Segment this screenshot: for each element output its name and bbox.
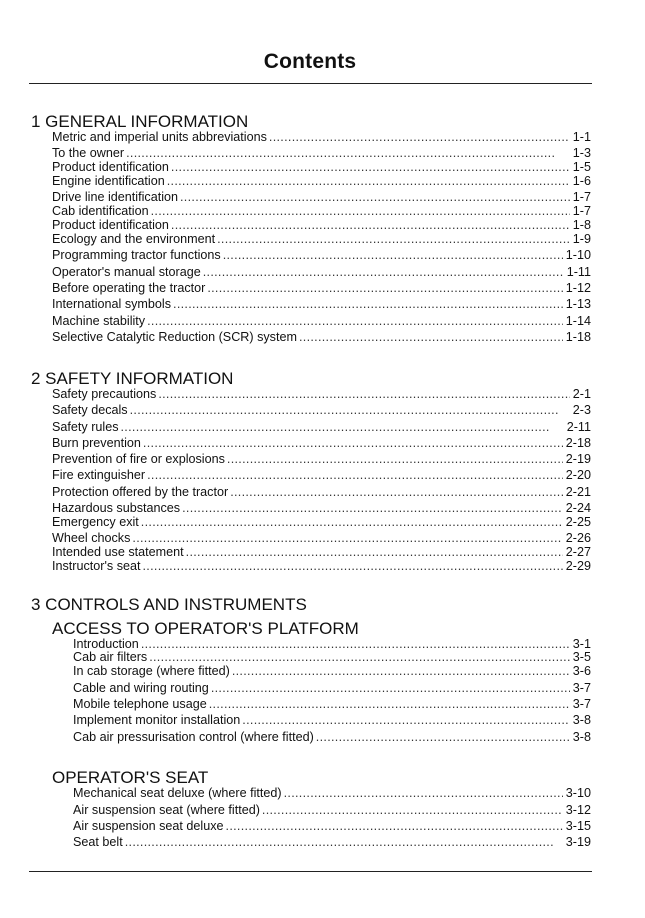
toc-entry[interactable] xyxy=(52,297,591,312)
toc-entry-page: 2-26 xyxy=(565,531,591,545)
toc-entry-label: Mobile telephone usage xyxy=(73,697,207,711)
toc-entry[interactable] xyxy=(52,501,591,516)
dot-leader xyxy=(299,330,563,345)
dot-leader xyxy=(149,650,570,665)
toc-entry-page: 2-25 xyxy=(565,515,591,529)
dot-leader xyxy=(143,436,563,451)
toc-entry[interactable] xyxy=(73,786,591,801)
sub-heading-operators-seat: OPERATOR'S SEAT xyxy=(52,768,209,787)
toc-entry-label: Programming tractor functions xyxy=(52,248,221,262)
dot-leader xyxy=(262,803,563,818)
toc-entry-label: Intended use statement xyxy=(52,545,184,559)
toc-entry-page: 2-20 xyxy=(565,468,591,482)
toc-entry-label: Mechanical seat deluxe (where fitted) xyxy=(73,786,282,800)
toc-entry-label: Drive line identification xyxy=(52,190,178,204)
dot-leader xyxy=(203,265,564,280)
toc-entry[interactable] xyxy=(52,403,591,418)
toc-entry-page: 1-7 xyxy=(572,204,591,218)
toc-entry[interactable] xyxy=(52,387,591,402)
dot-leader xyxy=(217,232,570,247)
toc-entry-page: 3-10 xyxy=(565,786,591,800)
toc-entry-page: 2-19 xyxy=(565,452,591,466)
toc-entry-page: 2-29 xyxy=(565,559,591,573)
toc-entry[interactable] xyxy=(52,218,591,233)
toc-entry-label: Implement monitor installation xyxy=(73,713,241,727)
toc-entry-page: 2-24 xyxy=(565,501,591,515)
toc-entry-page: 1-14 xyxy=(565,314,591,328)
dot-leader xyxy=(223,248,563,263)
toc-entry-page: 1-18 xyxy=(565,330,591,344)
toc-entry-page: 3-8 xyxy=(572,730,591,744)
toc-entry-label: In cab storage (where fitted) xyxy=(73,664,230,678)
toc-entry-page: 3-7 xyxy=(572,681,591,695)
toc-entry-page: 2-3 xyxy=(572,403,591,417)
toc-entry[interactable] xyxy=(73,650,591,665)
toc-entry-label: Burn prevention xyxy=(52,436,141,450)
bottom-divider xyxy=(29,871,592,872)
toc-entry-page: 2-21 xyxy=(565,485,591,499)
toc-entry-label: Prevention of fire or explosions xyxy=(52,452,225,466)
dot-leader xyxy=(173,297,563,312)
dot-leader xyxy=(226,819,563,834)
toc-entry[interactable] xyxy=(52,485,591,500)
toc-entry[interactable] xyxy=(73,664,591,679)
toc-entry[interactable] xyxy=(52,204,591,219)
dot-leader xyxy=(130,403,570,418)
toc-entry[interactable] xyxy=(73,697,591,712)
dot-leader xyxy=(126,146,570,161)
toc-entry-page: 3-19 xyxy=(565,835,591,849)
toc-entry-page: 1-8 xyxy=(572,218,591,232)
toc-entry-page: 2-11 xyxy=(566,420,591,434)
toc-entry[interactable] xyxy=(52,314,591,329)
toc-entry-page: 3-12 xyxy=(565,803,591,817)
toc-entry-page: 1-6 xyxy=(572,174,591,188)
toc-entry[interactable] xyxy=(73,835,591,850)
toc-entry-page: 1-12 xyxy=(565,281,591,295)
toc-entry-page: 3-7 xyxy=(572,697,591,711)
toc-entry-page: 3-5 xyxy=(572,650,591,664)
toc-entry-page: 1-11 xyxy=(566,265,591,279)
toc-entry-page: 3-15 xyxy=(565,819,591,833)
dot-leader xyxy=(125,835,563,850)
dot-leader xyxy=(207,281,562,296)
dot-leader xyxy=(143,559,563,574)
toc-entry[interactable] xyxy=(52,146,591,161)
toc-entry-label: Air suspension seat deluxe xyxy=(73,819,224,833)
toc-entry-label: Product identification xyxy=(52,218,169,232)
toc-entry[interactable] xyxy=(52,468,591,483)
toc-entry[interactable] xyxy=(52,265,591,280)
dot-leader xyxy=(171,160,570,175)
toc-entry-label: Cab air filters xyxy=(73,650,148,664)
dot-leader xyxy=(232,664,570,679)
toc-entry-label: Product identification xyxy=(52,160,169,174)
dot-leader xyxy=(186,545,563,560)
toc-entry[interactable] xyxy=(52,330,591,345)
toc-entry[interactable] xyxy=(73,730,591,745)
dot-leader xyxy=(147,468,563,483)
toc-entry-page: 1-7 xyxy=(572,190,591,204)
dot-leader xyxy=(316,730,570,745)
dot-leader xyxy=(132,531,562,546)
dot-leader xyxy=(180,190,570,205)
toc-entry[interactable] xyxy=(73,803,591,818)
dot-leader xyxy=(182,501,563,516)
toc-entry-page: 3-8 xyxy=(572,713,591,727)
toc-entry-label: Emergency exit xyxy=(52,515,139,529)
toc-entry[interactable] xyxy=(52,248,591,263)
dot-leader xyxy=(230,485,563,500)
toc-entry[interactable] xyxy=(52,190,591,205)
toc-entry-page: 2-1 xyxy=(572,387,591,401)
toc-entry-label: Safety precautions xyxy=(52,387,157,401)
toc-entry-label: Machine stability xyxy=(52,314,146,328)
dot-leader xyxy=(211,681,570,696)
toc-entry-label: Instructor's seat xyxy=(52,559,141,573)
toc-entry[interactable] xyxy=(73,681,591,696)
section-heading-general-information: 1 GENERAL INFORMATION xyxy=(31,112,249,131)
page-title: Contents xyxy=(263,50,357,73)
toc-entry[interactable] xyxy=(73,713,591,728)
toc-entry-label: Metric and imperial units abbreviations xyxy=(52,130,267,144)
toc-entry-page: 2-18 xyxy=(565,436,591,450)
dot-leader xyxy=(284,786,563,801)
toc-entry-label: Protection offered by the tractor xyxy=(52,485,229,499)
dot-leader xyxy=(209,697,570,712)
toc-entry-page: 1-1 xyxy=(572,130,591,144)
toc-entry-page: 1-10 xyxy=(565,248,591,262)
toc-entry-page: 1-13 xyxy=(565,297,591,311)
toc-entry[interactable] xyxy=(73,819,591,834)
toc-entry[interactable] xyxy=(52,515,591,530)
toc-entry[interactable] xyxy=(52,545,591,560)
sub-heading-access-to-operators-platform: ACCESS TO OPERATOR'S PLATFORM xyxy=(52,619,359,638)
toc-entry-label: Cab identification xyxy=(52,204,149,218)
dot-leader xyxy=(242,713,570,728)
toc-entry[interactable] xyxy=(52,559,591,574)
toc-entry-page: 2-27 xyxy=(565,545,591,559)
toc-entry[interactable] xyxy=(52,160,591,175)
section-heading-controls-and-instruments: 3 CONTROLS AND INSTRUMENTS xyxy=(31,595,307,614)
toc-entry-page: 3-6 xyxy=(572,664,591,678)
dot-leader xyxy=(171,218,570,233)
dot-leader xyxy=(158,387,569,402)
dot-leader xyxy=(167,174,570,189)
toc-entry-label: Engine identification xyxy=(52,174,165,188)
toc-entry-label: Ecology and the environment xyxy=(52,232,216,246)
toc-entry-page: 1-9 xyxy=(572,232,591,246)
dot-leader xyxy=(227,452,563,467)
toc-entry[interactable] xyxy=(52,232,591,247)
toc-entry-label: Safety decals xyxy=(52,403,128,417)
toc-entry[interactable] xyxy=(52,281,591,296)
toc-entry[interactable] xyxy=(52,420,591,435)
dot-leader xyxy=(141,515,563,530)
toc-entry-label: Fire extinguisher xyxy=(52,468,146,482)
toc-entry-page: 3-1 xyxy=(572,637,591,651)
top-divider xyxy=(29,83,592,84)
toc-entry[interactable] xyxy=(52,436,591,451)
toc-entry-page: 1-3 xyxy=(572,146,591,160)
toc-entry-page: 1-5 xyxy=(572,160,591,174)
section-heading-safety-information: 2 SAFETY INFORMATION xyxy=(31,369,234,388)
toc-entry[interactable] xyxy=(52,174,591,189)
toc-entry-label: Air suspension seat (where fitted) xyxy=(73,803,260,817)
dot-leader xyxy=(269,130,570,145)
toc-entry-label: Hazardous substances xyxy=(52,501,181,515)
toc-entry-label: International symbols xyxy=(52,297,172,311)
toc-entry-label: Cable and wiring routing xyxy=(73,681,209,695)
toc-entry[interactable] xyxy=(52,531,591,546)
toc-entry-label: Operator's manual storage xyxy=(52,265,201,279)
toc-entry-label: Wheel chocks xyxy=(52,531,131,545)
toc-entry[interactable] xyxy=(52,130,591,145)
toc-entry-label: Safety rules xyxy=(52,420,119,434)
dot-leader xyxy=(151,204,570,219)
toc-entry-label: Selective Catalytic Reduction (SCR) system xyxy=(52,330,297,344)
dot-leader xyxy=(147,314,563,329)
toc-entry-label: Introduction xyxy=(73,637,139,651)
toc-entry[interactable] xyxy=(52,452,591,467)
toc-entry-label: To the owner xyxy=(52,146,125,160)
dot-leader xyxy=(121,420,564,435)
toc-entry-label: Before operating the tractor xyxy=(52,281,206,295)
toc-entry-label: Seat belt xyxy=(73,835,123,849)
toc-entry-label: Cab air pressurisation control (where fitted) xyxy=(73,730,314,744)
